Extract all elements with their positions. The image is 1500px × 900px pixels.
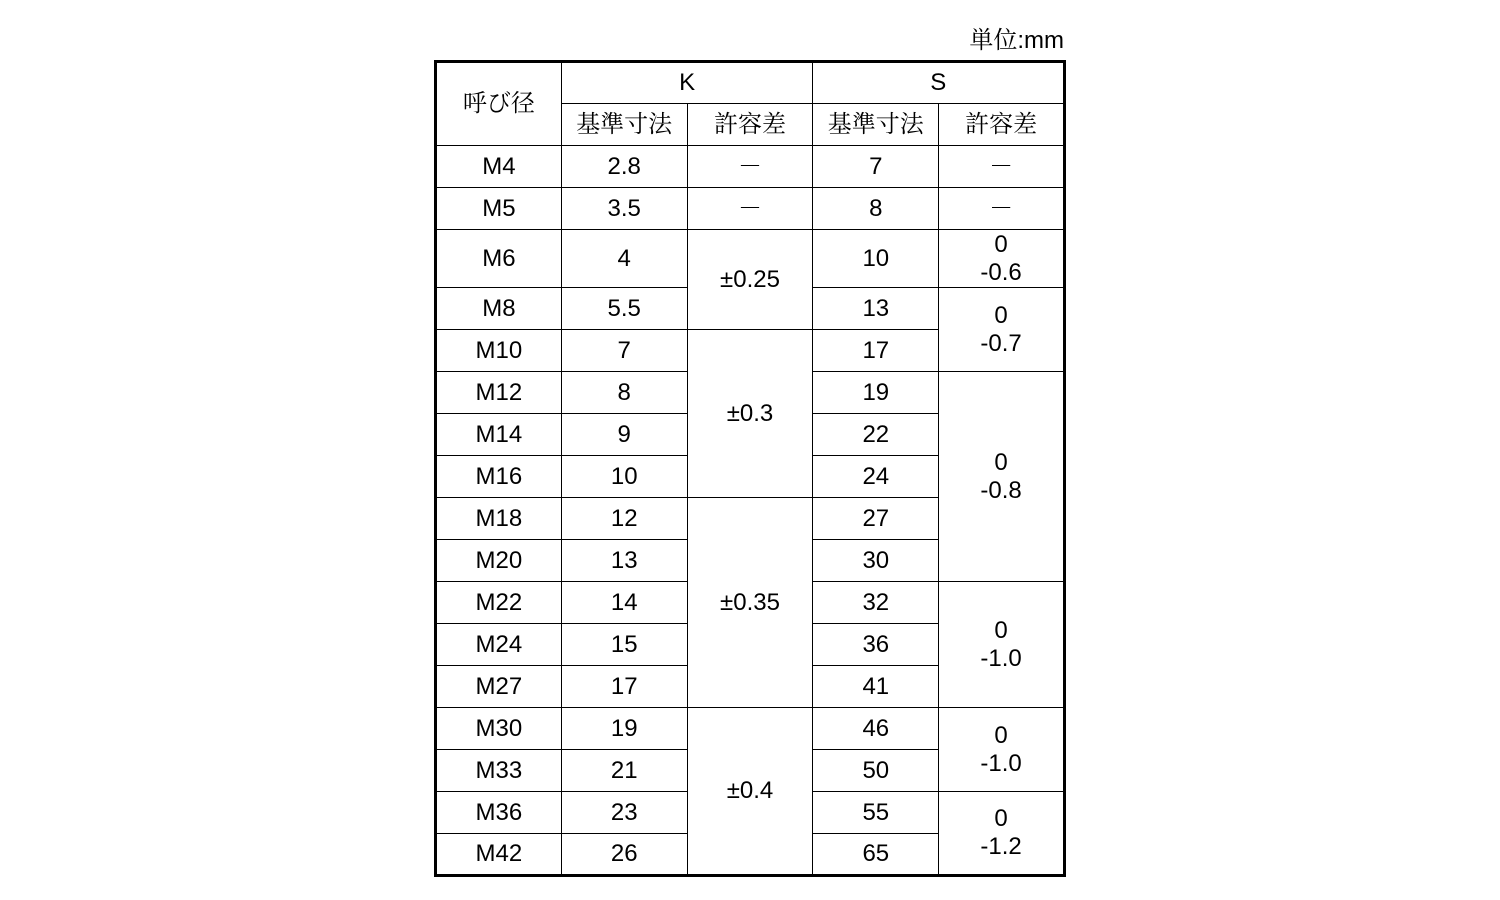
k-standard-cell: 13 [561,540,687,582]
s-tolerance-lower: -0.8 [980,476,1022,504]
nominal-cell: M42 [436,834,562,876]
nominal-cell: M10 [436,330,562,372]
s-standard-cell: 30 [813,540,939,582]
s-tolerance-cell [939,582,1065,708]
k-standard-cell: 26 [561,834,687,876]
s-tolerance-lower: -0.6 [980,258,1022,286]
s-standard-cell: 55 [813,792,939,834]
k-tolerance-cell: ±0.4 [687,708,813,876]
table-row [436,230,1065,288]
nominal-cell: M36 [436,792,562,834]
k-standard-cell: 4 [561,230,687,288]
s-tolerance-cell [939,230,1065,288]
nominal-cell: M4 [436,146,562,188]
header-k-tolerance: 許容差 [687,104,813,146]
s-standard-cell: 32 [813,582,939,624]
s-tolerance-lower: -1.0 [980,644,1022,672]
s-standard-cell: 24 [813,456,939,498]
s-tolerance-upper: 0 [994,721,1008,749]
s-tolerance-upper: 0 [994,301,1008,329]
nominal-cell: M27 [436,666,562,708]
s-tolerance-cell: － [939,146,1065,188]
header-nominal: 呼び径 [436,62,562,146]
s-tolerance-cell [939,288,1065,372]
s-standard-cell: 46 [813,708,939,750]
nominal-cell: M30 [436,708,562,750]
s-standard-cell: 50 [813,750,939,792]
s-standard-cell: 8 [813,188,939,230]
k-standard-cell: 3.5 [561,188,687,230]
s-tolerance-cell: － [939,188,1065,230]
s-standard-cell: 41 [813,666,939,708]
nominal-cell: M24 [436,624,562,666]
header-s-tolerance: 許容差 [939,104,1065,146]
k-tolerance-cell: － [687,188,813,230]
k-tolerance-cell: ±0.25 [687,230,813,330]
nominal-cell: M6 [436,230,562,288]
s-standard-cell: 27 [813,498,939,540]
k-standard-cell: 9 [561,414,687,456]
s-tolerance-upper: 0 [994,448,1008,476]
s-tolerance-upper: 0 [994,230,1008,258]
table-row [436,188,1065,230]
k-tolerance-cell: ±0.3 [687,330,813,498]
nominal-cell: M18 [436,498,562,540]
k-standard-cell: 23 [561,792,687,834]
s-standard-cell: 7 [813,146,939,188]
s-standard-cell: 22 [813,414,939,456]
unit-label: 単位:mm [969,27,1064,54]
header-row-1 [436,62,1065,104]
table-row [436,708,1065,750]
s-standard-cell: 65 [813,834,939,876]
header-k: K [561,62,813,104]
s-standard-cell: 13 [813,288,939,330]
header-k-standard: 基準寸法 [561,104,687,146]
s-tolerance-lower: -0.7 [980,329,1022,357]
k-standard-cell: 17 [561,666,687,708]
k-standard-cell: 7 [561,330,687,372]
nominal-cell: M5 [436,188,562,230]
k-standard-cell: 2.8 [561,146,687,188]
s-standard-cell: 10 [813,230,939,288]
k-standard-cell: 15 [561,624,687,666]
nominal-cell: M12 [436,372,562,414]
s-tolerance-cell [939,708,1065,792]
k-standard-cell: 21 [561,750,687,792]
nominal-cell: M22 [436,582,562,624]
s-tolerance-lower: -1.0 [980,749,1022,777]
k-tolerance-cell: ±0.35 [687,498,813,708]
header-s: S [813,62,1065,104]
s-tolerance-cell [939,792,1065,876]
s-standard-cell: 17 [813,330,939,372]
dimension-table [434,60,1066,877]
s-tolerance-upper: 0 [994,616,1008,644]
k-standard-cell: 10 [561,456,687,498]
s-tolerance-cell [939,372,1065,582]
header-s-standard: 基準寸法 [813,104,939,146]
s-standard-cell: 36 [813,624,939,666]
nominal-cell: M20 [436,540,562,582]
s-tolerance-upper: 0 [994,805,1008,832]
k-standard-cell: 8 [561,372,687,414]
s-tolerance-lower: -1.2 [980,833,1022,860]
table-row [436,146,1065,188]
nominal-cell: M16 [436,456,562,498]
nominal-cell: M8 [436,288,562,330]
k-standard-cell: 5.5 [561,288,687,330]
k-standard-cell: 14 [561,582,687,624]
k-standard-cell: 19 [561,708,687,750]
k-tolerance-cell: － [687,146,813,188]
nominal-cell: M33 [436,750,562,792]
s-standard-cell: 19 [813,372,939,414]
nominal-cell: M14 [436,414,562,456]
k-standard-cell: 12 [561,498,687,540]
